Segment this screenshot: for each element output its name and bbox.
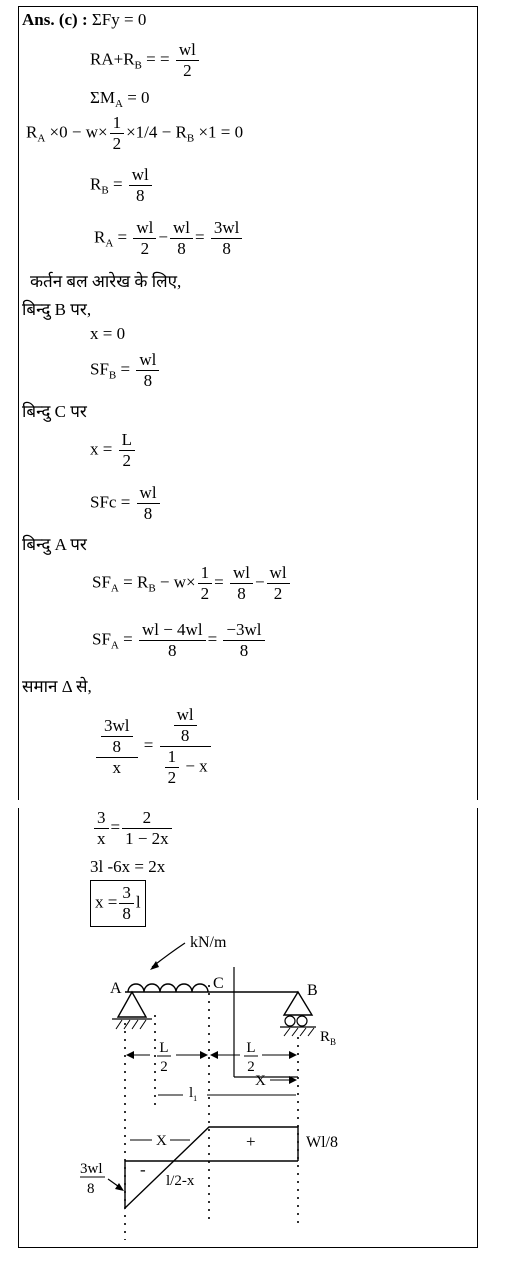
- label-c: C: [213, 975, 224, 992]
- point-b-heading: बिन्दु B पर,: [22, 300, 92, 319]
- point-a-heading: बिन्दु A पर: [22, 535, 87, 554]
- ground-hatch-a: [116, 1020, 146, 1029]
- moment-sum: $\Sigma M_A = 0$: [90, 88, 150, 110]
- sfd-8-label: 8: [87, 1181, 95, 1197]
- similar-triangles-equation: $\frac{\frac{3wl}{8}}{x}$ = $\frac{wl}{8}$ $\frac{1}{2}$ − x: [94, 705, 213, 788]
- sfd-wl8-label: Wl/8: [306, 1134, 338, 1151]
- similar-triangles-heading: समान Δ से,: [22, 677, 92, 696]
- sfd-heading: कर्तन बल आरेख के लिए,: [30, 272, 182, 291]
- sfa-equation-1: $SF_A = R_B - w\times$ $\frac{1}{2}$ = $\frac{wl}{8}$ − $\frac{wl}{2}$: [92, 563, 292, 604]
- sum-fy: ΣFy = 0: [91, 10, 147, 29]
- sfa-equation-2: $SF_A$ = $\frac{wl - 4wl}{8}$ = $\frac{-3wl}{8}$: [92, 620, 267, 661]
- x-zero: x = 0: [90, 324, 126, 343]
- final-answer-box: x = $\frac{3}{8}$ l: [90, 880, 146, 927]
- linear-equation: 3l -6x = 2x: [90, 857, 166, 876]
- load-label: kN/m: [190, 934, 227, 951]
- answer-label: Ans. (c) :: [22, 10, 88, 29]
- dim-two-label: 2: [247, 1059, 255, 1075]
- ra-equation: $R_A$ = $\frac{wl}{2}$ − $\frac{wl}{8}$ = $\frac{3wl}{8}$: [94, 218, 244, 259]
- x-half-length: x = $\frac{L}{2}$: [90, 430, 137, 471]
- sfc-equation: SFc = $\frac{wl}{8}$: [90, 483, 162, 524]
- reaction-sum-eq: $RA+R_B$ = = $\frac{wl}{2}$: [90, 40, 201, 81]
- sfd-x-label: X: [156, 1133, 167, 1149]
- sfd-minus: -: [140, 1160, 146, 1179]
- label-a: A: [110, 980, 122, 997]
- roller: [297, 1016, 307, 1026]
- dim-l1-label: $l_1$: [189, 1085, 198, 1103]
- sfd-outline: [125, 1127, 298, 1208]
- sfd-plus: +: [246, 1132, 256, 1151]
- dim-x-label: X: [255, 1073, 266, 1089]
- sfd-l2x-label: l/2-x: [166, 1173, 195, 1189]
- sfd-3wl-label: 3wl: [80, 1161, 103, 1177]
- page-divider: [18, 800, 478, 808]
- ratio-equation: $\frac{3}{x}$ = $\frac{2}{1 - 2x}$: [92, 808, 174, 849]
- beam-sfd-diagram: [0, 925, 520, 1245]
- rb-equation: $R_B$ = $\frac{wl}{8}$: [90, 165, 154, 206]
- answer-line: [22, 10, 146, 30]
- dim-two-label: 2: [160, 1059, 168, 1075]
- ground-hatch-b: [284, 1028, 314, 1036]
- label-b: B: [307, 982, 318, 999]
- moment-equation: $R_A \times 0 - w\times$ $\frac{1}{2}$ $\times 1/4 - R_B \times 1 = 0$: [26, 113, 244, 153]
- reaction-rb: $R_B$: [320, 1029, 337, 1047]
- udl-load: [128, 984, 208, 992]
- point-c-heading: बिन्दु C पर: [22, 402, 87, 421]
- sfb-equation: $SF_B$ = $\frac{wl}{8}$: [90, 350, 161, 391]
- fraction: $\frac{wl}{2}$: [176, 40, 199, 81]
- roller: [285, 1016, 295, 1026]
- dim-l-label: L: [159, 1040, 169, 1056]
- dim-l-label: L: [246, 1040, 256, 1056]
- pin-support-a: [118, 992, 146, 1017]
